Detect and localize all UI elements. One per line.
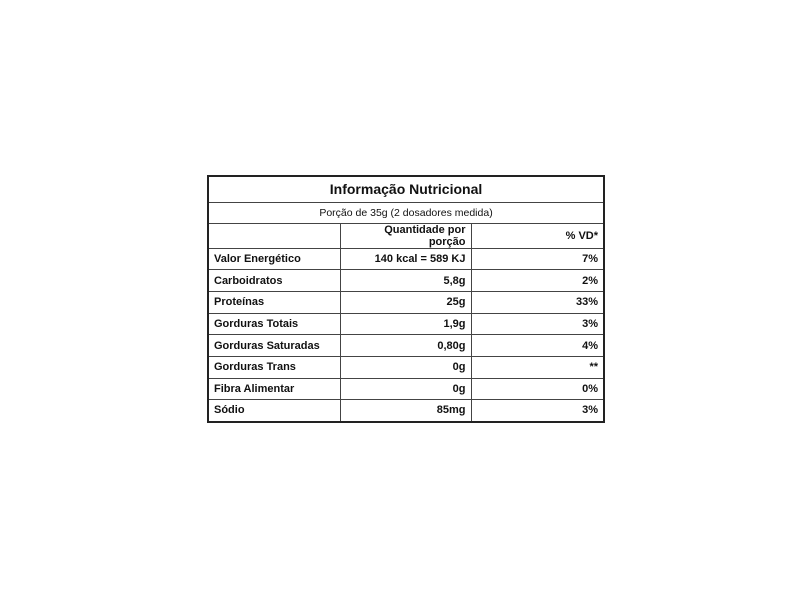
table-row xyxy=(208,248,604,270)
nutrient-quantity: 140 kcal = 589 KJ xyxy=(340,248,471,270)
nutrient-vd: 2% xyxy=(471,270,604,292)
nutrient-quantity: 5,8g xyxy=(340,270,471,292)
header-row xyxy=(208,223,604,248)
nutrient-quantity: 25g xyxy=(340,291,471,313)
nutrient-vd: 3% xyxy=(471,313,604,335)
table-row xyxy=(208,356,604,378)
table-row xyxy=(208,335,604,357)
nutrient-vd: 4% xyxy=(471,335,604,357)
nutrient-name: Valor Energético xyxy=(208,248,340,270)
nutrition-facts-table xyxy=(207,175,605,423)
nutrient-vd: 0% xyxy=(471,378,604,400)
nutrient-quantity: 0g xyxy=(340,378,471,400)
nutrient-name: Sódio xyxy=(208,400,340,422)
table-row xyxy=(208,270,604,292)
nutrient-vd: ** xyxy=(471,356,604,378)
header-empty-cell xyxy=(208,223,340,248)
portion-description: Porção de 35g (2 dosadores medida) xyxy=(208,202,604,223)
nutrient-vd: 3% xyxy=(471,400,604,422)
nutrient-quantity: 0g xyxy=(340,356,471,378)
nutrient-name: Gorduras Totais xyxy=(208,313,340,335)
table-row xyxy=(208,313,604,335)
header-vd: % VD* xyxy=(471,223,604,248)
table-row xyxy=(208,291,604,313)
nutrient-name: Gorduras Saturadas xyxy=(208,335,340,357)
table-title: Informação Nutricional xyxy=(208,176,604,202)
nutrient-name: Carboidratos xyxy=(208,270,340,292)
nutrient-quantity: 0,80g xyxy=(340,335,471,357)
nutrient-vd: 7% xyxy=(471,248,604,270)
nutrient-quantity: 1,9g xyxy=(340,313,471,335)
title-row xyxy=(208,176,604,202)
nutrient-name: Gorduras Trans xyxy=(208,356,340,378)
header-quantity: Quantidade por porção xyxy=(340,223,471,248)
nutrient-quantity: 85mg xyxy=(340,400,471,422)
nutrient-name: Proteínas xyxy=(208,291,340,313)
nutrient-name: Fibra Alimentar xyxy=(208,378,340,400)
table-row xyxy=(208,378,604,400)
table-row xyxy=(208,400,604,422)
nutrient-vd: 33% xyxy=(471,291,604,313)
portion-row xyxy=(208,202,604,223)
